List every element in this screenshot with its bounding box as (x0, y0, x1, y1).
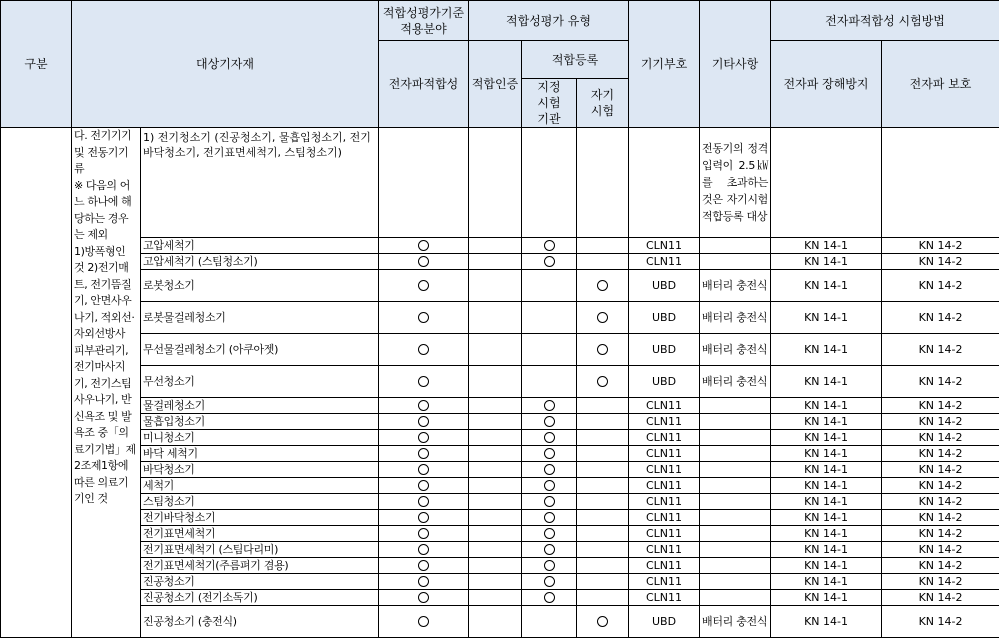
ems-cell: KN 14-2 (882, 446, 999, 462)
circle-mark (544, 480, 555, 491)
lab-mark-cell (522, 478, 577, 494)
circle-mark (544, 576, 555, 587)
lab-mark-cell (522, 590, 577, 606)
device-name: 스팀청소기 (141, 494, 379, 510)
cert-cell (469, 414, 522, 430)
circle-mark (597, 376, 608, 387)
circle-mark (418, 280, 429, 291)
circle-mark (544, 256, 555, 267)
lab-mark-cell (522, 542, 577, 558)
self-mark-cell (577, 494, 629, 510)
symbol-cell: CLN11 (629, 446, 700, 462)
symbol-cell: UBD (629, 366, 700, 398)
lab-mark-cell (522, 398, 577, 414)
circle-mark (597, 344, 608, 355)
ems-cell: KN 14-2 (882, 398, 999, 414)
ems-cell: KN 14-2 (882, 574, 999, 590)
remark-cell: 배터리 충전식 (700, 270, 771, 302)
self-mark-cell (577, 462, 629, 478)
header-row-1 (1, 1, 999, 41)
circle-mark (418, 432, 429, 443)
ems-cell: KN 14-2 (882, 430, 999, 446)
emc-mark-cell (379, 542, 469, 558)
circle-mark (544, 528, 555, 539)
device-name: 전기바닥청소기 (141, 510, 379, 526)
cert-cell (469, 574, 522, 590)
remark-cell (700, 510, 771, 526)
circle-mark (418, 376, 429, 387)
cert-cell (469, 334, 522, 366)
emi-cell: KN 14-1 (771, 238, 882, 254)
emi-cell: KN 14-1 (771, 494, 882, 510)
remark-cell (700, 526, 771, 542)
emc-mark-cell (379, 254, 469, 270)
circle-mark (544, 240, 555, 251)
device-name: 진공청소기 (141, 574, 379, 590)
circle-mark (544, 448, 555, 459)
emc-mark-cell (379, 478, 469, 494)
cert-cell (469, 398, 522, 414)
circle-mark (418, 448, 429, 459)
header-symbol: 기기부호 (629, 1, 700, 128)
circle-mark (597, 312, 608, 323)
header-emc: 전자파적합성 (379, 41, 469, 128)
category-description: 다. 전기기기 및 전동기기류 ※ 다음의 어느 하나에 해당하는 경우는 제외 1)방폭형인 것 2)전기매트, 전기뜸질기, 안면사우나기, 적외선·자외선방사 피부관리기, 전기마사지기, 전기스팀사우나기, 반신욕조 및 발욕조 중「의료기기법」제2조제1항에 따른 의료기기인 것 (72, 128, 141, 638)
device-name: 전기표면세척기 (141, 526, 379, 542)
emc-mark-cell (379, 366, 469, 398)
device-name: 고압세척기 (141, 238, 379, 254)
device-name: 전기표면세척기 (스팀다리미) (141, 542, 379, 558)
self-mark-cell (577, 590, 629, 606)
remark-cell: 배터리 충전식 (700, 366, 771, 398)
lab-mark-cell (522, 558, 577, 574)
header-gubun: 구분 (1, 1, 72, 128)
ems-cell: KN 14-2 (882, 414, 999, 430)
emi-cell: KN 14-1 (771, 510, 882, 526)
table-row (1, 494, 999, 510)
group-emi-cell (771, 128, 882, 238)
emc-mark-cell (379, 270, 469, 302)
cert-cell (469, 542, 522, 558)
circle-mark (544, 592, 555, 603)
symbol-cell: UBD (629, 302, 700, 334)
group-device: 1) 전기청소기 (진공청소기, 물흡입청소기, 전기바닥청소기, 전기표면세척기, 스팀청소기) (141, 128, 379, 238)
emi-cell: KN 14-1 (771, 526, 882, 542)
lab-mark-cell (522, 366, 577, 398)
self-mark-cell (577, 270, 629, 302)
ems-cell: KN 14-2 (882, 590, 999, 606)
emi-cell: KN 14-1 (771, 302, 882, 334)
table-row (1, 334, 999, 366)
symbol-cell: CLN11 (629, 398, 700, 414)
header-type-group: 적합성평가 유형 (469, 1, 629, 41)
header-field-group: 적합성평가기준 적용분야 (379, 1, 469, 41)
circle-mark (418, 344, 429, 355)
self-mark-cell (577, 542, 629, 558)
symbol-cell: CLN11 (629, 574, 700, 590)
symbol-cell: CLN11 (629, 238, 700, 254)
group-symbol-cell (629, 128, 700, 238)
circle-mark (418, 240, 429, 251)
symbol-cell: UBD (629, 606, 700, 638)
remark-cell (700, 494, 771, 510)
category-blank (1, 128, 72, 638)
symbol-cell: CLN11 (629, 414, 700, 430)
device-name: 로봇물걸레청소기 (141, 302, 379, 334)
symbol-cell: CLN11 (629, 462, 700, 478)
cert-cell (469, 430, 522, 446)
symbol-cell: CLN11 (629, 478, 700, 494)
emc-mark-cell (379, 494, 469, 510)
emi-cell: KN 14-1 (771, 590, 882, 606)
self-mark-cell (577, 478, 629, 494)
remark-cell (700, 574, 771, 590)
emi-cell: KN 14-1 (771, 558, 882, 574)
device-name: 로봇청소기 (141, 270, 379, 302)
ems-cell: KN 14-2 (882, 462, 999, 478)
cert-cell (469, 494, 522, 510)
emi-cell: KN 14-1 (771, 430, 882, 446)
remark-cell (700, 446, 771, 462)
circle-mark (418, 544, 429, 555)
emi-cell: KN 14-1 (771, 414, 882, 430)
cert-cell (469, 606, 522, 638)
cert-cell (469, 446, 522, 462)
emi-cell: KN 14-1 (771, 398, 882, 414)
circle-mark (418, 616, 429, 627)
device-name: 전기표면세척기(주름펴기 겸용) (141, 558, 379, 574)
cert-cell (469, 558, 522, 574)
table-row (1, 510, 999, 526)
symbol-cell: UBD (629, 270, 700, 302)
remark-cell (700, 238, 771, 254)
header-remarks: 기타사항 (700, 1, 771, 128)
circle-mark (597, 616, 608, 627)
table-row (1, 254, 999, 270)
lab-mark-cell (522, 414, 577, 430)
emc-mark-cell (379, 414, 469, 430)
device-name: 바닥 세척기 (141, 446, 379, 462)
table-row (1, 270, 999, 302)
circle-mark (418, 496, 429, 507)
symbol-cell: CLN11 (629, 510, 700, 526)
lab-mark-cell (522, 430, 577, 446)
device-name: 진공청소기 (전기소독기) (141, 590, 379, 606)
group-cert-cell (469, 128, 522, 238)
group-self-cell (577, 128, 629, 238)
device-name: 무선청소기 (141, 366, 379, 398)
circle-mark (418, 592, 429, 603)
circle-mark (544, 512, 555, 523)
circle-mark (418, 576, 429, 587)
self-mark-cell (577, 366, 629, 398)
self-mark-cell (577, 414, 629, 430)
cert-cell (469, 462, 522, 478)
remark-cell: 배터리 충전식 (700, 302, 771, 334)
ems-cell: KN 14-2 (882, 558, 999, 574)
device-name: 무선물걸레청소기 (아쿠아젯) (141, 334, 379, 366)
header-cert: 적합인증 (469, 41, 522, 128)
circle-mark (418, 312, 429, 323)
header-ems: 전자파 보호 (882, 41, 999, 128)
symbol-cell: CLN11 (629, 430, 700, 446)
self-mark-cell (577, 238, 629, 254)
self-mark-cell (577, 254, 629, 270)
self-mark-cell (577, 558, 629, 574)
remark-cell (700, 462, 771, 478)
self-mark-cell (577, 510, 629, 526)
circle-mark (418, 512, 429, 523)
lab-mark-cell (522, 302, 577, 334)
lab-mark-cell (522, 462, 577, 478)
circle-mark (418, 528, 429, 539)
ems-cell: KN 14-2 (882, 270, 999, 302)
lab-mark-cell (522, 606, 577, 638)
circle-mark (544, 464, 555, 475)
remark-cell (700, 430, 771, 446)
ems-cell: KN 14-2 (882, 510, 999, 526)
table-row (1, 574, 999, 590)
emc-mark-cell (379, 398, 469, 414)
symbol-cell: CLN11 (629, 254, 700, 270)
cert-cell (469, 270, 522, 302)
emi-cell: KN 14-1 (771, 478, 882, 494)
ems-cell: KN 14-2 (882, 494, 999, 510)
self-mark-cell (577, 398, 629, 414)
emc-mark-cell (379, 606, 469, 638)
device-name: 미니청소기 (141, 430, 379, 446)
cert-cell (469, 366, 522, 398)
device-name: 세척기 (141, 478, 379, 494)
cert-cell (469, 478, 522, 494)
lab-mark-cell (522, 574, 577, 590)
ems-cell: KN 14-2 (882, 302, 999, 334)
table-row (1, 590, 999, 606)
group-row (1, 128, 999, 238)
circle-mark (418, 560, 429, 571)
lab-mark-cell (522, 254, 577, 270)
ems-cell: KN 14-2 (882, 254, 999, 270)
ems-cell: KN 14-2 (882, 606, 999, 638)
table-row (1, 430, 999, 446)
emi-cell: KN 14-1 (771, 270, 882, 302)
emi-cell: KN 14-1 (771, 462, 882, 478)
circle-mark (418, 256, 429, 267)
self-mark-cell (577, 606, 629, 638)
emi-cell: KN 14-1 (771, 574, 882, 590)
ems-cell: KN 14-2 (882, 478, 999, 494)
circle-mark (418, 464, 429, 475)
circle-mark (544, 416, 555, 427)
table-row (1, 462, 999, 478)
symbol-cell: CLN11 (629, 526, 700, 542)
header-method-group: 전자파적합성 시험방법 (771, 1, 999, 41)
lab-mark-cell (522, 238, 577, 254)
self-mark-cell (577, 334, 629, 366)
circle-mark (418, 480, 429, 491)
emc-mark-cell (379, 558, 469, 574)
cert-cell (469, 238, 522, 254)
symbol-cell: CLN11 (629, 542, 700, 558)
remark-cell (700, 414, 771, 430)
remark-cell: 배터리 충전식 (700, 606, 771, 638)
lab-mark-cell (522, 494, 577, 510)
emc-mark-cell (379, 590, 469, 606)
group-ems-cell (882, 128, 999, 238)
group-emc-cell (379, 128, 469, 238)
self-mark-cell (577, 526, 629, 542)
emi-cell: KN 14-1 (771, 446, 882, 462)
header-emi: 전자파 장해방지 (771, 41, 882, 128)
emc-mark-cell (379, 446, 469, 462)
cert-cell (469, 302, 522, 334)
table-row (1, 526, 999, 542)
cert-cell (469, 590, 522, 606)
table-row (1, 446, 999, 462)
circle-mark (418, 416, 429, 427)
remark-cell (700, 590, 771, 606)
device-name: 진공청소기 (충전식) (141, 606, 379, 638)
group-lab-cell (522, 128, 577, 238)
circle-mark (544, 560, 555, 571)
emc-mark-cell (379, 430, 469, 446)
group-remark: 전동기의 정격입력이 2.5㎾를 초과하는 것은 자기시험적합등록 대상 (700, 128, 771, 238)
symbol-cell: CLN11 (629, 494, 700, 510)
emi-cell: KN 14-1 (771, 606, 882, 638)
table-row (1, 414, 999, 430)
circle-mark (544, 544, 555, 555)
self-mark-cell (577, 302, 629, 334)
device-name: 고압세척기 (스팀청소기) (141, 254, 379, 270)
table-row (1, 606, 999, 638)
emc-mark-cell (379, 510, 469, 526)
lab-mark-cell (522, 446, 577, 462)
emi-cell: KN 14-1 (771, 366, 882, 398)
remark-cell (700, 558, 771, 574)
table-row (1, 302, 999, 334)
device-name: 바닥청소기 (141, 462, 379, 478)
remark-cell: 배터리 충전식 (700, 334, 771, 366)
table-row (1, 398, 999, 414)
circle-mark (544, 432, 555, 443)
emc-mark-cell (379, 526, 469, 542)
cert-cell (469, 254, 522, 270)
cert-cell (469, 526, 522, 542)
remark-cell (700, 254, 771, 270)
header-reg-group: 적합등록 (522, 41, 629, 79)
lab-mark-cell (522, 270, 577, 302)
symbol-cell: UBD (629, 334, 700, 366)
table-row (1, 478, 999, 494)
circle-mark (418, 400, 429, 411)
remark-cell (700, 478, 771, 494)
device-name: 물걸레청소기 (141, 398, 379, 414)
self-mark-cell (577, 430, 629, 446)
table-row (1, 542, 999, 558)
device-name: 물흡입청소기 (141, 414, 379, 430)
remark-cell (700, 398, 771, 414)
cert-cell (469, 510, 522, 526)
symbol-cell: CLN11 (629, 590, 700, 606)
header-self-test: 자기 시험 (577, 79, 629, 128)
ems-cell: KN 14-2 (882, 542, 999, 558)
circle-mark (544, 400, 555, 411)
emi-cell: KN 14-1 (771, 254, 882, 270)
emc-mark-cell (379, 462, 469, 478)
self-mark-cell (577, 446, 629, 462)
remark-cell (700, 542, 771, 558)
self-mark-cell (577, 574, 629, 590)
emc-mark-cell (379, 574, 469, 590)
table-row (1, 366, 999, 398)
circle-mark (544, 496, 555, 507)
ems-cell: KN 14-2 (882, 526, 999, 542)
table-row (1, 558, 999, 574)
ems-cell: KN 14-2 (882, 334, 999, 366)
emc-mark-cell (379, 302, 469, 334)
lab-mark-cell (522, 526, 577, 542)
emi-cell: KN 14-1 (771, 542, 882, 558)
emc-mark-cell (379, 334, 469, 366)
table-row (1, 238, 999, 254)
ems-cell: KN 14-2 (882, 366, 999, 398)
lab-mark-cell (522, 510, 577, 526)
emi-cell: KN 14-1 (771, 334, 882, 366)
lab-mark-cell (522, 334, 577, 366)
symbol-cell: CLN11 (629, 558, 700, 574)
ems-cell: KN 14-2 (882, 238, 999, 254)
header-designated-lab: 지정 시험 기관 (522, 79, 577, 128)
circle-mark (597, 280, 608, 291)
emc-mark-cell (379, 238, 469, 254)
header-device: 대상기자재 (72, 1, 379, 128)
